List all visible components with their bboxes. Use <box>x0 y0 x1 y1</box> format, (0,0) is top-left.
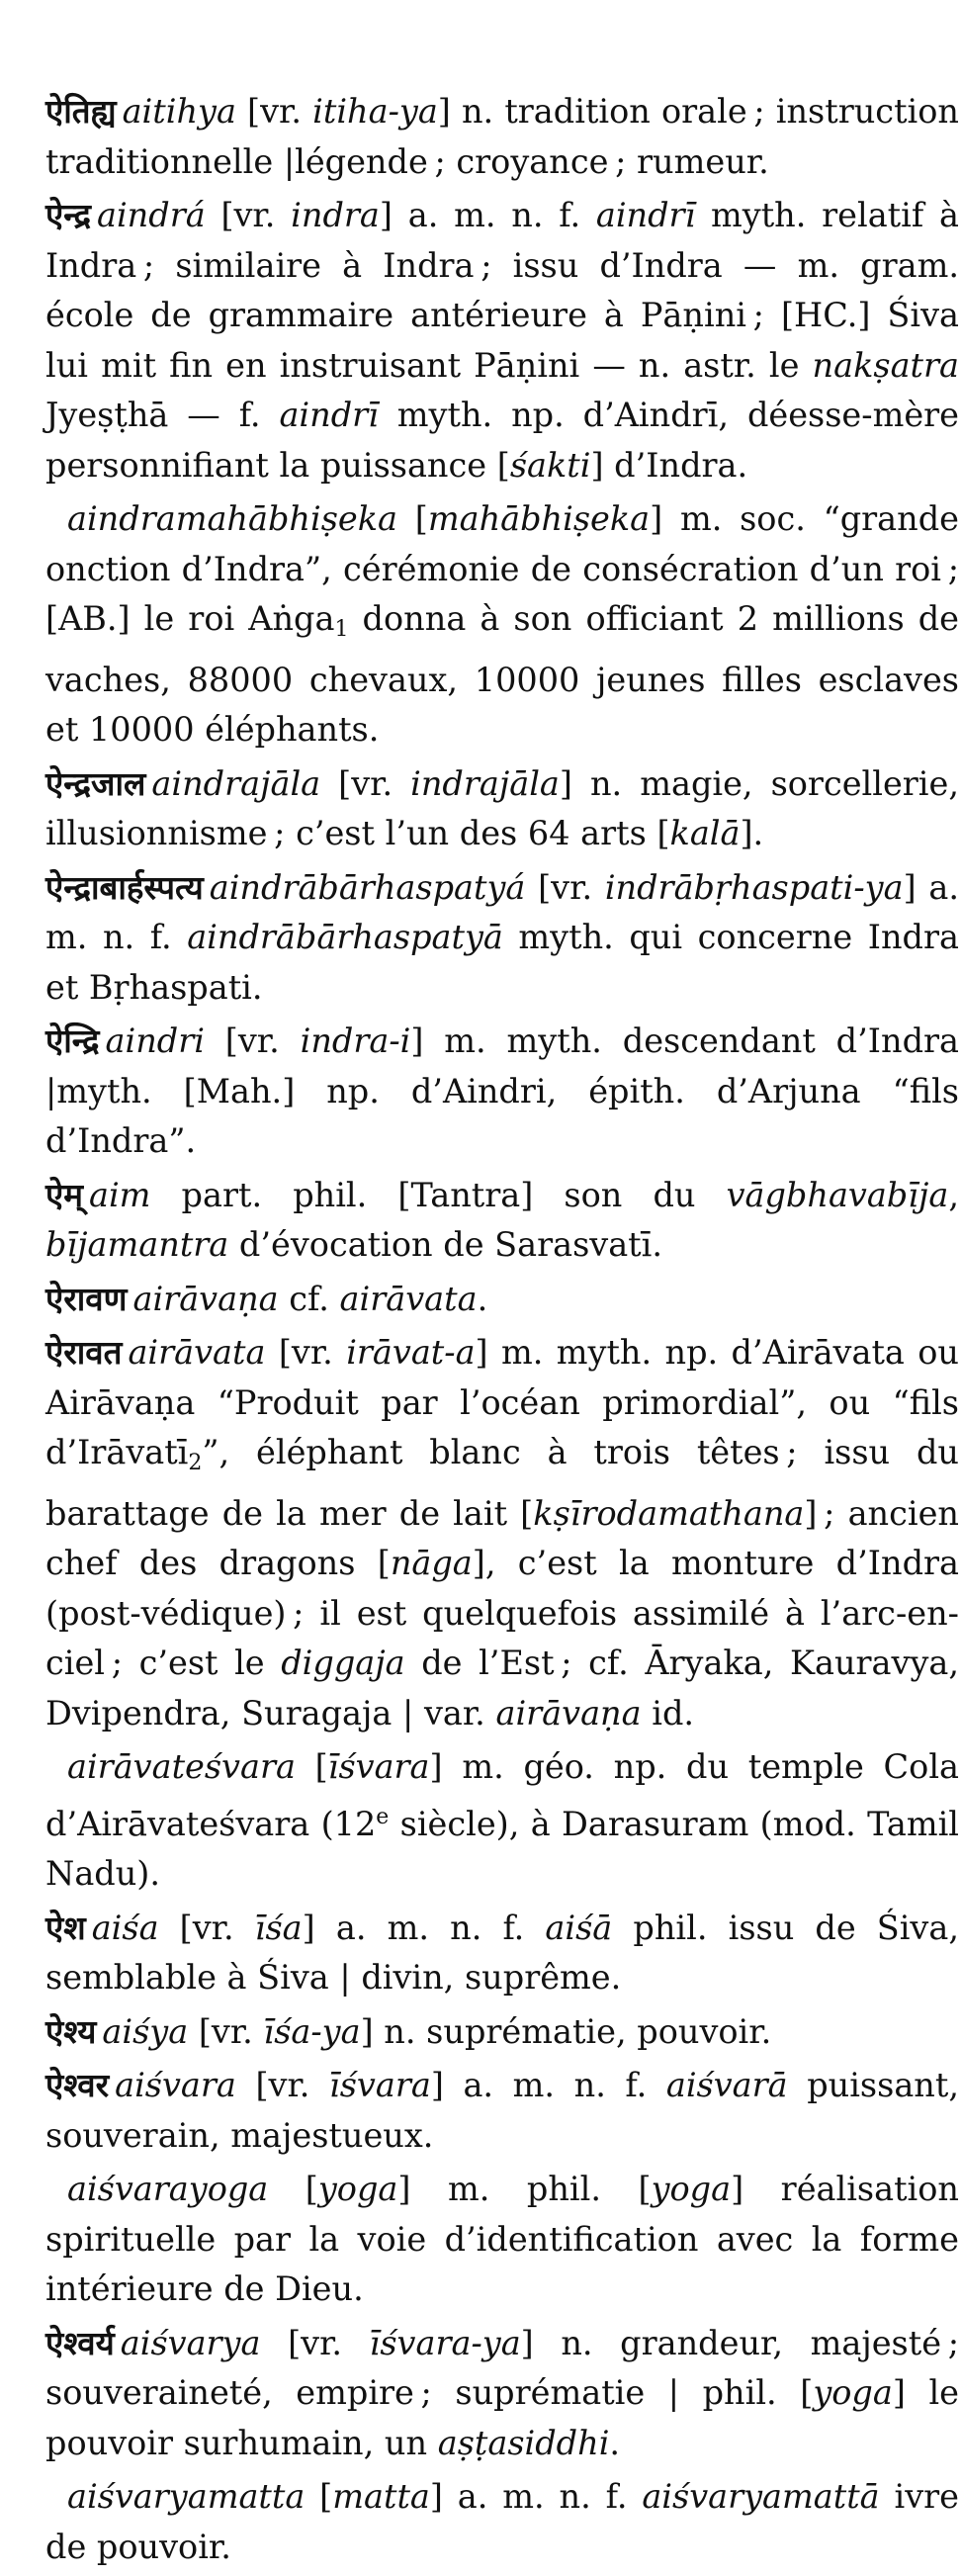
dictionary-subentry <box>45 1742 959 1900</box>
headword-devanagari: ऐरावत <box>45 1333 123 1372</box>
headword-devanagari: ऐन्द्राबार्हस्पत्य <box>45 867 204 907</box>
headword-devanagari: ऐन्द्रजाल <box>45 763 146 803</box>
entry-text: airāvateśvara [īśvara] m. géo. np. du temple Cola d’Airāvateśvara (12e siècle), à Darasuram (mod. Tamil Nadu). <box>45 1747 960 1893</box>
entry-text: airāvata [vr. irāvat-a] m. myth. np. d’Airāvata ou Airāvaṇa “Produit par l’océan primordial”, ou “fils d’Irāvatī2”, éléphant blanc à trois têtes ; issu du barattage de la mer de lait [kṣīrodamathana] ; ancien chef des dragons [nāga], c’est la monture d’Indra (post-védique) ; il est quelquefois assimilé à l’arc-en-ciel ; c’est le diggaja de l’Est ; cf. Āryaka, Kauravya, Dvipendra, Suragaja | var. airāvaṇa id. <box>45 1333 959 1732</box>
entry-text: aitihya [vr. itiha-ya] n. tradition orale ; instruction traditionnelle |légende ; croyance ; rumeur. <box>45 92 959 181</box>
dictionary-entry <box>45 87 959 187</box>
dictionary-subentry <box>45 2472 959 2572</box>
dictionary-entry <box>45 2061 959 2161</box>
headword-devanagari: ऐरावण <box>45 1279 128 1318</box>
dictionary-entry <box>45 1904 959 2003</box>
dictionary-entry <box>45 2319 959 2469</box>
entry-text: airāvaṇa cf. airāvata. <box>132 1279 488 1318</box>
entry-text: aindrābārhaspatyá [vr. indrābṛhaspati-ya] a. m. n. f. aindrābārhaspatyā myth. qui concerne Indra et Bṛhaspati. <box>45 867 959 1007</box>
dictionary-subentry <box>45 494 959 755</box>
dictionary-entry <box>45 759 959 859</box>
dictionary-entry <box>45 191 959 490</box>
entry-text: aiśvara [vr. īśvara] a. m. n. f. aiśvarā puissant, souverain, majestueux. <box>45 2066 959 2155</box>
entry-text: aiśa [vr. īśa] a. m. n. f. aiśā phil. issu de Śiva, semblable à Śiva | divin, suprême. <box>45 1908 959 1997</box>
dictionary-entry <box>45 1328 959 1738</box>
entry-text: aiśya [vr. īśa-ya] n. suprématie, pouvoir. <box>102 2011 772 2051</box>
entry-text: aim part. phil. [Tantra] son du vāgbhavabīja, bījamantra d’évocation de Sarasvatī. <box>45 1175 959 1264</box>
dictionary-entry <box>45 863 959 1014</box>
dictionary-entry <box>45 1017 959 1167</box>
headword-devanagari: ऐन्द्रि <box>45 1022 100 1060</box>
entry-text: aiśvarayoga [yoga] m. phil. [yoga] réalisation spirituelle par la voie d’identification avec la forme intérieure de Dieu. <box>45 2170 959 2308</box>
entry-text: aiśvarya [vr. īśvara-ya] n. grandeur, majesté ; souveraineté, empire ; suprématie | phil. [yoga] le pouvoir surhumain, un aṣṭasiddhi. <box>45 2323 960 2462</box>
dictionary-entry <box>45 1275 959 1325</box>
dictionary-entry <box>45 1171 959 1271</box>
entry-text: aindrajāla [vr. indrajāla] n. magie, sorcellerie, illusionnisme ; c’est l’un des 64 arts [kalā]. <box>45 763 959 852</box>
headword-devanagari: ऐश्य <box>45 2011 97 2051</box>
entry-text: aindramahābhiṣeka [mahābhiṣeka] m. soc. “grande onction d’Indra”, cérémonie de consécration d’un roi ; [AB.] le roi Aṅga1 donna à son officiant 2 millions de vaches, 88000 chevaux, 10000 jeunes filles esclaves et 10000 éléphants. <box>45 499 960 749</box>
headword-devanagari: ऐतिह्य <box>45 92 117 131</box>
dictionary-entry <box>45 2007 959 2058</box>
dictionary-page <box>45 87 959 2576</box>
headword-devanagari: ऐम् <box>45 1175 83 1214</box>
headword-devanagari: ऐश्वर <box>45 2066 110 2104</box>
dictionary-subentry <box>45 2165 959 2315</box>
headword-devanagari: ऐश <box>45 1908 86 1947</box>
entry-text: aindri [vr. indra-i] m. myth. descendant d’Indra |myth. [Mah.] np. d’Aindri, épith. d’Arjuna “fils d’Indra”. <box>45 1022 959 1160</box>
headword-devanagari: ऐन्द्र <box>45 196 91 234</box>
headword-devanagari: ऐश्वर्य <box>45 2323 115 2362</box>
entry-text: aiśvaryamatta [matta] a. m. n. f. aiśvaryamattā ivre de pouvoir. <box>45 2477 959 2566</box>
entry-text: aindrá [vr. indra] a. m. n. f. aindrī myth. relatif à Indra ; similaire à Indra ; issu d’Indra — m. gram. école de grammaire antérieure à Pāṇini ; [HC.] Śiva lui mit fin en instruisant Pāṇini — n. astr. le nakṣatra Jyeṣṭhā — f. aindrī myth. np. d’Aindrī, déesse-mère personnifiant la puissance [śakti] d’Indra. <box>45 196 959 485</box>
